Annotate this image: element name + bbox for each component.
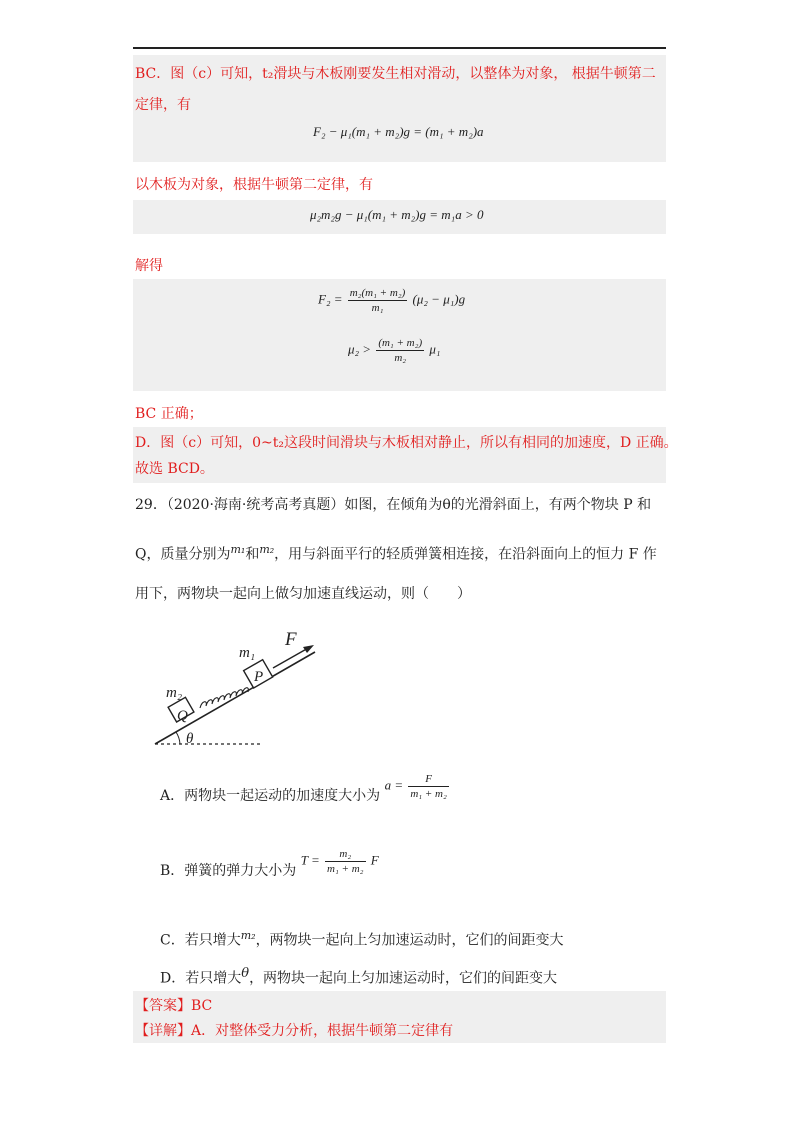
option-b-denominator: m₁ + m₂ <box>327 862 364 875</box>
option-c-start: C．若只增大 <box>160 932 241 949</box>
option-b-text: B．弹簧的弹力大小为 <box>160 863 297 879</box>
eq3-denominator: m₁ <box>371 302 384 314</box>
option-d <box>160 964 557 989</box>
option-a-denominator: m₁ + m₂ <box>410 787 447 800</box>
option-c-m2: m₂ <box>240 929 256 942</box>
option-d-end: ，两物块一起向上匀加速运动时，它们的间距变大 <box>249 970 558 987</box>
solution-line-law: 定律，有 <box>135 97 191 113</box>
option-b-fraction <box>325 847 365 876</box>
eq3-right: (μ₂ − μ₁)g <box>412 291 466 307</box>
eq4-denominator: m₂ <box>394 352 407 364</box>
option-a-lhs: a = <box>384 776 404 792</box>
incline-figure <box>140 620 380 750</box>
option-a-text: A．两物块一起运动的加速度大小为 <box>160 788 381 804</box>
solution-line-solve: 解得 <box>135 258 163 274</box>
equation-2: μ₂m₂g − μ₁(m₁ + m₂)g = m₁a > 0 <box>310 207 484 222</box>
option-b-rhs: F <box>370 851 379 867</box>
q29-line2-start: Q，质量分别为 <box>135 546 231 563</box>
eq4-right: μ₁ <box>429 341 441 357</box>
question-29-line-3: 用下，两物块一起向上做匀加速直线运动，则（ ） <box>135 586 471 602</box>
q29-and: 和 <box>245 546 260 563</box>
eq4-left: μ₂ > <box>348 341 372 357</box>
equation-3 <box>318 286 465 315</box>
question-29-line-2 <box>135 540 657 565</box>
force-arrow-head <box>303 645 314 653</box>
answer-detail: 【详解】A．对整体受力分析，根据牛顿第二定律有 <box>135 1023 454 1039</box>
option-b-formula <box>301 847 379 876</box>
force-label: F <box>285 629 297 650</box>
solution-line-bc-correct: BC 正确； <box>135 406 203 422</box>
solution-line-bc: BC．图（c）可知，t₂滑块与木板刚要发生相对滑动，以整体为对象， 根据牛顿第二 <box>135 66 656 82</box>
option-d-theta: θ <box>241 966 250 981</box>
mass-m1-label: m₁ <box>239 645 256 661</box>
angle-arc <box>176 732 180 744</box>
solution-line-board: 以木板为对象，根据牛顿第二定律，有 <box>135 177 373 193</box>
block-q-label: Q <box>177 708 188 724</box>
q29-m1: m₁ <box>230 543 246 556</box>
option-b <box>160 847 379 881</box>
answer-label: 【答案】BC <box>135 998 213 1014</box>
option-c-end: ，两物块一起向上匀加速运动时，它们的间距变大 <box>255 932 564 949</box>
q29-m2: m₂ <box>259 543 275 556</box>
mass-m2-label: m₂ <box>166 685 183 701</box>
q29-line2-end: ，用与斜面平行的轻质弹簧相连接，在沿斜面向上的恒力 F 作 <box>274 546 657 563</box>
option-b-lhs: T = <box>300 851 320 867</box>
eq3-left: F₂ = <box>318 291 343 307</box>
option-a-formula <box>385 772 451 801</box>
top-rule <box>133 47 666 49</box>
solution-line-d: D．图（c）可知，0~t₂这段时间滑块与木板相对静止，所以有相同的加速度，D 正确。 <box>135 435 678 451</box>
option-d-start: D．若只增大 <box>160 970 242 987</box>
equation-1: F₂ − μ₁(m₁ + m₂)g = (m₁ + m₂)a <box>313 124 484 139</box>
equation-4 <box>348 336 440 365</box>
option-c <box>160 926 564 951</box>
theta-label: θ <box>186 731 194 747</box>
option-a-numerator: F <box>408 772 448 787</box>
option-b-numerator: m₂ <box>325 847 365 862</box>
eq4-numerator: (m₁ + m₂) <box>378 337 423 349</box>
option-a <box>160 772 451 806</box>
question-29-line-1: 29．（2020·海南·统考高考真题）如图，在倾角为θ的光滑斜面上，有两个物块 P 和 <box>135 497 652 513</box>
block-p-label: P <box>254 669 264 685</box>
eq4-fraction <box>376 336 424 365</box>
eq3-fraction <box>348 286 408 315</box>
eq3-numerator: m₂(m₁ + m₂) <box>349 287 406 299</box>
option-a-fraction <box>408 772 448 801</box>
solution-line-choose: 故选 BCD。 <box>135 461 214 477</box>
